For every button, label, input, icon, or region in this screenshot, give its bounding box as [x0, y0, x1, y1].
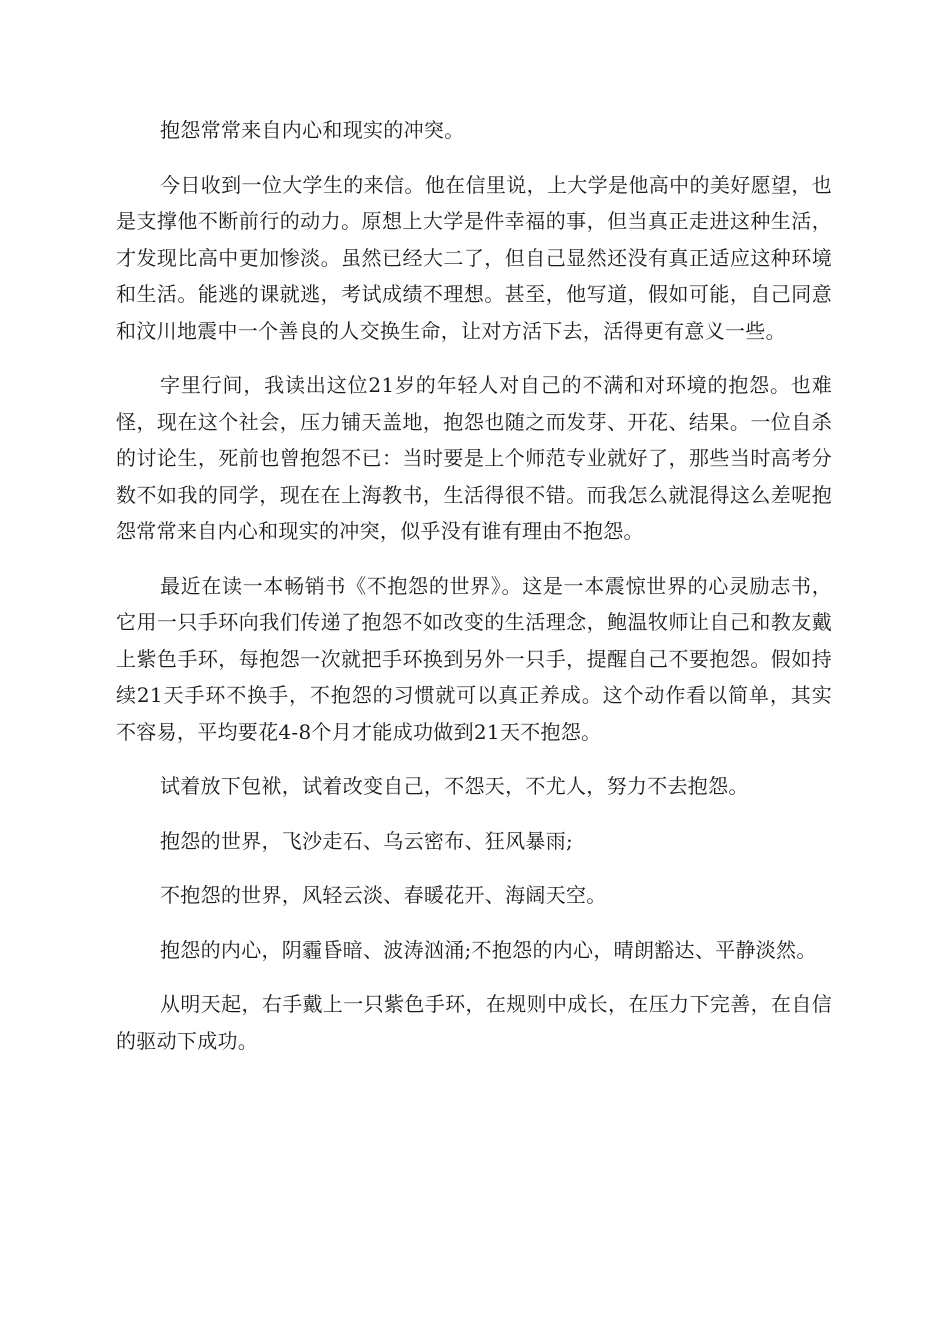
paragraph-3: 字里行间，我读出这位21岁的年轻人对自己的不满和对环境的抱怨。也难怪，现在这个社会，压力铺天盖地，抱怨也随之而发芽、开花、结果。一位自杀的讨论生，死前也曾抱怨不已：当时要是上个师范专业就好了，那些当时高考分数不如我的同学，现在在上海教书，生活得很不错。而我怎么就混得这么差呢抱怨常常来自内心和现实的冲突，似乎没有谁有理由不抱怨。 [116, 373, 832, 543]
paragraph-9: 从明天起，右手戴上一只紫色手环，在规则中成长，在压力下完善，在自信的驱动下成功。 [116, 992, 832, 1053]
paragraph-6: 抱怨的世界，飞沙走石、乌云密布、狂风暴雨; [160, 828, 574, 853]
document-body [116, 112, 832, 1077]
paragraph-4: 最近在读一本畅销书《不抱怨的世界》。这是一本震惊世界的心灵励志书，它用一只手环向我们传递了抱怨不如改变的生活理念，鲍温牧师让自己和教友戴上紫色手环，每抱怨一次就把手环换到另外一只手，提醒自己不要抱怨。假如持续21天手环不换手，不抱怨的习惯就可以真正养成。这个动作看以简单，其实不容易，平均要花4-8个月才能成功做到21天不抱怨。 [116, 573, 832, 744]
paragraph-1: 抱怨常常来自内心和现实的冲突。 [160, 118, 465, 142]
paragraph-7: 不抱怨的世界，风轻云淡、春暖花开、海阔天空。 [160, 883, 607, 907]
paragraph-8: 抱怨的内心，阴霾昏暗、波涛汹涌;不抱怨的内心，晴朗豁达、平静淡然。 [160, 937, 817, 962]
paragraph-5: 试着放下包袱，试着改变自己，不怨天，不尤人，努力不去抱怨。 [160, 774, 749, 798]
paragraph-2: 今日收到一位大学生的来信。他在信里说，上大学是他高中的美好愿望，也是支撑他不断前行的动力。原想上大学是件幸福的事，但当真正走进这种生活，才发现比高中更加惨淡。虽然已经大二了，但自己显然还没有真正适应这种环境和生活。能逃的课就逃，考试成绩不理想。甚至，他写道，假如可能，自己同意和汶川地震中一个善良的人交换生命，让对方活下去，活得更有意义一些。 [116, 172, 832, 343]
